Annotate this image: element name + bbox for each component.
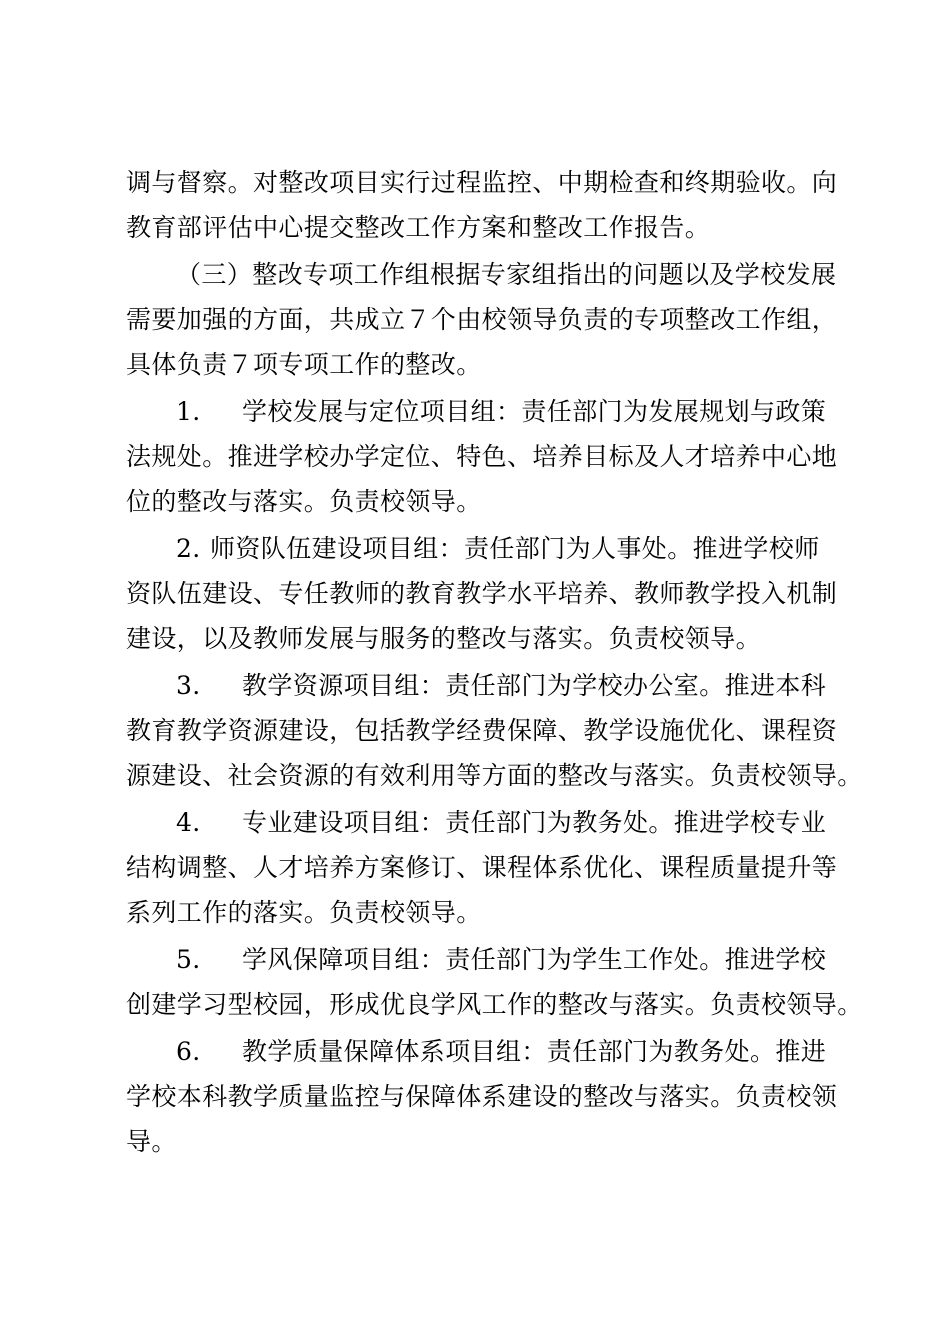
text-line: 学校本科教学质量监控与保障体系建设的整改与落实。负责校领 <box>126 1082 838 1111</box>
text-line: 资队伍建设、专任教师的教育教学水平培养、教师教学投入机制 <box>126 579 838 608</box>
text-line: 导。 <box>126 1127 177 1156</box>
text-line: 调与督察。对整改项目实行过程监控、中期检查和终期验收。向 <box>126 168 838 197</box>
item-number: 1. <box>176 397 201 426</box>
item-1-line <box>176 395 826 429</box>
item-text: 教学质量保障体系项目组：责任部门为教务处。推进 <box>242 1037 827 1066</box>
item-text: 专业建设项目组：责任部门为教务处。推进学校专业 <box>242 808 827 837</box>
item-text: 师资队伍建设项目组：责任部门为人事处。推进学校师 <box>210 534 820 563</box>
text-line: 法规处。推进学校办学定位、特色、培养目标及人才培养中心地 <box>126 442 838 471</box>
text-line: 源建设、社会资源的有效利用等方面的整改与落实。负责校领导。 <box>126 761 863 790</box>
text-line: 结构调整、人才培养方案修订、课程体系优化、课程质量提升等 <box>126 853 838 882</box>
text-line: 建设，以及教师发展与服务的整改与落实。负责校领导。 <box>126 624 762 653</box>
item-number: 4. <box>176 808 201 837</box>
text-line: 创建学习型校园，形成优良学风工作的整改与落实。负责校领导。 <box>126 990 863 1019</box>
item-text: 学风保障项目组：责任部门为学生工作处。推进学校 <box>242 945 827 974</box>
item-3-line <box>176 669 826 703</box>
item-text: 学校发展与定位项目组：责任部门为发展规划与政策 <box>242 397 827 426</box>
item-6-line <box>176 1035 826 1069</box>
item-5-line <box>176 943 826 977</box>
item-number: 6. <box>176 1037 201 1066</box>
item-number: 3. <box>176 671 201 700</box>
item-number: 2. <box>176 534 201 563</box>
text-line: 需要加强的方面，共成立７个由校领导负责的专项整改工作组， <box>126 305 838 334</box>
text-line: 教育部评估中心提交整改工作方案和整改工作报告。 <box>126 213 711 242</box>
item-text: 教学资源项目组：责任部门为学校办公室。推进本科 <box>242 671 827 700</box>
item-2-line <box>176 532 820 566</box>
section-heading-3: （三）整改专项工作组根据专家组指出的问题以及学校发展 <box>176 260 837 289</box>
text-line: 具体负责７项专项工作的整改。 <box>126 350 482 379</box>
text-line: 教育教学资源建设，包括教学经费保障、教学设施优化、课程资 <box>126 716 838 745</box>
item-4-line <box>176 806 826 840</box>
text-line: 系列工作的落实。负责校领导。 <box>126 898 482 927</box>
item-number: 5. <box>176 945 201 974</box>
text-line: 位的整改与落实。负责校领导。 <box>126 487 482 516</box>
